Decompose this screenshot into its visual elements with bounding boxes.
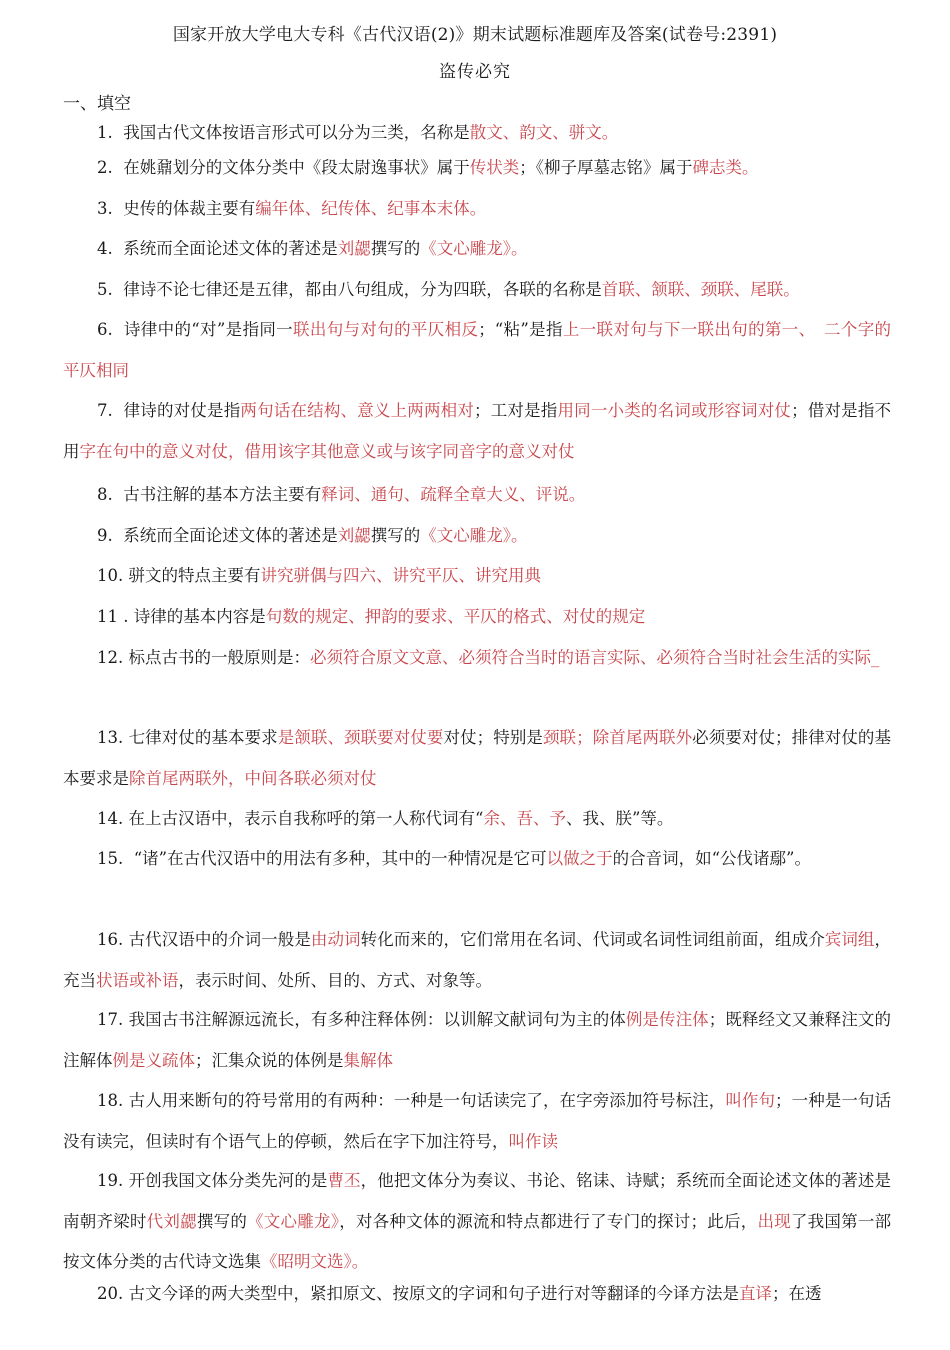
answer-text: 释词、通句、疏释全章大义、评说。: [321, 485, 586, 504]
document-subtitle: 盗传必究: [439, 62, 511, 82]
answer-text: 直译: [739, 1284, 772, 1303]
question-item: [63, 799, 891, 840]
answer-text: 例是传注体: [625, 1010, 709, 1029]
question-number: 15.: [97, 849, 129, 868]
question-text: 对仗；特别是: [443, 728, 543, 747]
section-heading: 一、填空: [63, 94, 131, 114]
answer-text: 编年体、纪传体、纪事本末体。: [255, 199, 487, 218]
document-title: 国家开放大学电大专科《古代汉语(2)》期末试题标准题库及答案(试卷号:2391): [172, 25, 778, 45]
question-text: 史传的体裁主要有: [123, 199, 256, 218]
question-item: [63, 310, 891, 391]
answer-text: 由动词: [310, 930, 361, 949]
question-item: [63, 718, 891, 799]
question-text: 骈文的特点主要有: [128, 566, 261, 585]
question-number: 9.: [97, 526, 124, 545]
question-item: [63, 638, 891, 679]
question-text: 、我、朕”等。: [565, 809, 674, 828]
question-number: 2.: [97, 158, 124, 177]
question-text: ；工对是指: [474, 401, 558, 420]
question-item: [63, 1274, 891, 1315]
question-text: ；一种是一句话没有读完，但读时有个语气上的停顿，然后在字下加注符号，: [63, 1091, 892, 1151]
answer-text: 句数的规定、押韵的要求、平仄的格式、对仗的规定: [265, 607, 646, 626]
question-text: ；《柳子厚墓志铭》属于: [519, 158, 693, 177]
question-text: 诗律的基本内容是: [133, 607, 266, 626]
question-text: “诸”在古代汉语中的用法有多种，其中的一种情况是它可: [128, 849, 547, 868]
answer-text: 状语或补语: [96, 970, 179, 990]
question-item: [63, 1000, 891, 1081]
question-number: 1.: [97, 123, 124, 142]
answer-text: 除首尾两联外，中间各联必须对仗: [129, 768, 377, 788]
question-text: 了我国第一部按文体分类的古代诗文选集: [63, 1211, 892, 1271]
question-item: [63, 516, 891, 557]
answer-text: 例是义疏体: [112, 1050, 195, 1070]
answer-text: 是颔联、颈联要对仗要: [277, 728, 444, 747]
question-text: ，充当: [63, 930, 892, 990]
question-text: 撰写的: [370, 526, 421, 545]
question-text: 撰写的: [196, 1211, 248, 1231]
question-number: 16.: [97, 930, 129, 949]
question-number: 19.: [97, 1171, 129, 1190]
answer-text: 联出句与对句的平仄相反: [293, 320, 479, 339]
question-item: [63, 229, 891, 270]
question-item: [63, 148, 891, 189]
question-item: [63, 597, 891, 638]
answer-text: 刘勰: [337, 526, 371, 545]
question-text: 律诗不论七律还是五律，都由八句组成，分为四联，各联的名称是: [123, 280, 602, 299]
question-text: 标点古书的一般原则是：: [128, 648, 310, 667]
question-text: 撰写的: [370, 239, 421, 258]
question-text: 我国古代文体按语言形式可以分为三类，名称是: [123, 123, 470, 142]
question-text: 我国古书注解源远流长，有多种注释体例：以训解文献词句为主的体: [128, 1010, 626, 1029]
question-number: 5.: [97, 280, 124, 299]
question-number: 4.: [97, 239, 124, 258]
answer-text: 叫作读: [508, 1131, 558, 1151]
question-text: 的合音词，如“公伐诸鄢”。: [612, 849, 811, 868]
answer-text: 碑志类。: [692, 158, 759, 177]
question-text: 在姚鼐划分的文体分类中《段太尉逸事状》属于: [123, 158, 470, 177]
answer-text: 传状类: [469, 158, 520, 177]
question-item: [63, 475, 891, 516]
question-item: [63, 839, 891, 880]
question-number: 20.: [97, 1284, 129, 1303]
answer-text: 《昭明文选》。: [261, 1252, 369, 1271]
answer-text: 出现: [757, 1211, 791, 1231]
answer-text: 颈联；除首尾两联外: [542, 728, 693, 747]
question-text: 转化而来的，它们常用在名词、代词或名词性词组前面，组成介: [360, 930, 825, 949]
answer-text: 刘勰: [337, 239, 371, 258]
question-text: ，表示时间、处所、目的、方式、对象等。: [178, 970, 492, 990]
question-text: ，他把文体分为奏议、书论、铭诔、诗赋；系统而全面论述文体的著述是南朝齐梁时: [63, 1171, 891, 1231]
answer-text: 余、吾、予: [483, 809, 566, 828]
question-text: ；在透: [772, 1284, 822, 1303]
question-text: 系统而全面论述文体的著述是: [123, 526, 338, 545]
question-number: 7.: [97, 401, 124, 420]
question-number: 12.: [97, 648, 129, 667]
question-text: 诗律中的“对”是指同一: [123, 320, 294, 339]
answer-text: 宾词组: [824, 930, 875, 949]
question-item: [63, 270, 891, 311]
question-number: 11 .: [97, 607, 134, 626]
answer-text: 必须符合原文文意、必须符合当时的语言实际、必须符合当时社会生活的实际_: [310, 648, 880, 667]
question-item: [63, 1161, 891, 1283]
question-text: ；“粘”是指: [478, 320, 563, 339]
question-text: 开创我国文体分类先河的是: [128, 1171, 328, 1190]
answer-text: 首联、颔联、颈联、尾联。: [601, 280, 800, 299]
answer-text: 讲究骈偶与四六、讲究平仄、讲究用典: [260, 566, 541, 585]
question-text: 七律对仗的基本要求: [128, 728, 278, 747]
answer-text: 叫作句: [725, 1091, 776, 1110]
answer-text: 《文心雕龙》。: [420, 526, 528, 545]
question-text: 古人用来断句的符号常用的有两种：一种是一句话读完了，在字旁添加符号标注，: [128, 1091, 726, 1110]
question-text: 古代汉语中的介词一般是: [128, 930, 311, 949]
answer-text: 曹丕: [327, 1171, 361, 1190]
question-number: 8.: [97, 485, 124, 504]
answer-text: 代刘勰: [146, 1211, 197, 1231]
question-item: [63, 920, 891, 1001]
question-number: 17.: [97, 1010, 129, 1029]
answer-text: 《文心雕龙》: [247, 1211, 340, 1231]
question-text: ；既释经文又兼释注文的注解体: [63, 1010, 892, 1070]
question-text: 系统而全面论述文体的著述是: [123, 239, 338, 258]
answer-text: 集解体: [343, 1050, 393, 1070]
question-text: 古书注解的基本方法主要有: [123, 485, 322, 504]
question-text: 古文今译的两大类型中，紧扣原文、按原文的字词和句子进行对等翻译的今译方法是: [128, 1284, 739, 1303]
question-text: ，对各种文体的源流和特点都进行了专门的探讨；此后，: [339, 1211, 758, 1231]
answer-text: 上一联对句与下一联出句的第一、 二个字的平仄相同: [63, 320, 892, 380]
answer-text: 用同一小类的名词或形容词对仗: [557, 401, 792, 420]
answer-text: 字在句中的意义对仗，借用该字其他意义或与该字同音字的意义对仗: [79, 441, 575, 461]
question-text: 律诗的对仗是指: [123, 401, 241, 420]
question-number: 10.: [97, 566, 129, 585]
question-text: 必须要对仗；排律对仗的基本要求是: [63, 728, 892, 788]
answer-text: 以做之于: [546, 849, 613, 868]
answer-text: 《文心雕龙》。: [420, 239, 528, 258]
answer-text: 散文、韵文、骈文。: [469, 123, 619, 142]
question-item: [63, 189, 891, 230]
question-text: ；汇集众说的体例是: [195, 1050, 344, 1070]
question-text: 在上古汉语中，表示自我称呼的第一人称代词有“: [128, 809, 484, 828]
question-number: 14.: [97, 809, 129, 828]
question-item: [63, 1081, 891, 1162]
question-number: 18.: [97, 1091, 129, 1110]
question-text: ；借对是指不用: [63, 401, 892, 461]
answer-text: 两句话在结构、意义上两两相对: [240, 401, 475, 420]
question-number: 6.: [97, 320, 124, 339]
question-number: 3.: [97, 199, 124, 218]
question-item: [63, 556, 891, 597]
question-number: 13.: [97, 728, 129, 747]
question-item: [63, 391, 891, 472]
